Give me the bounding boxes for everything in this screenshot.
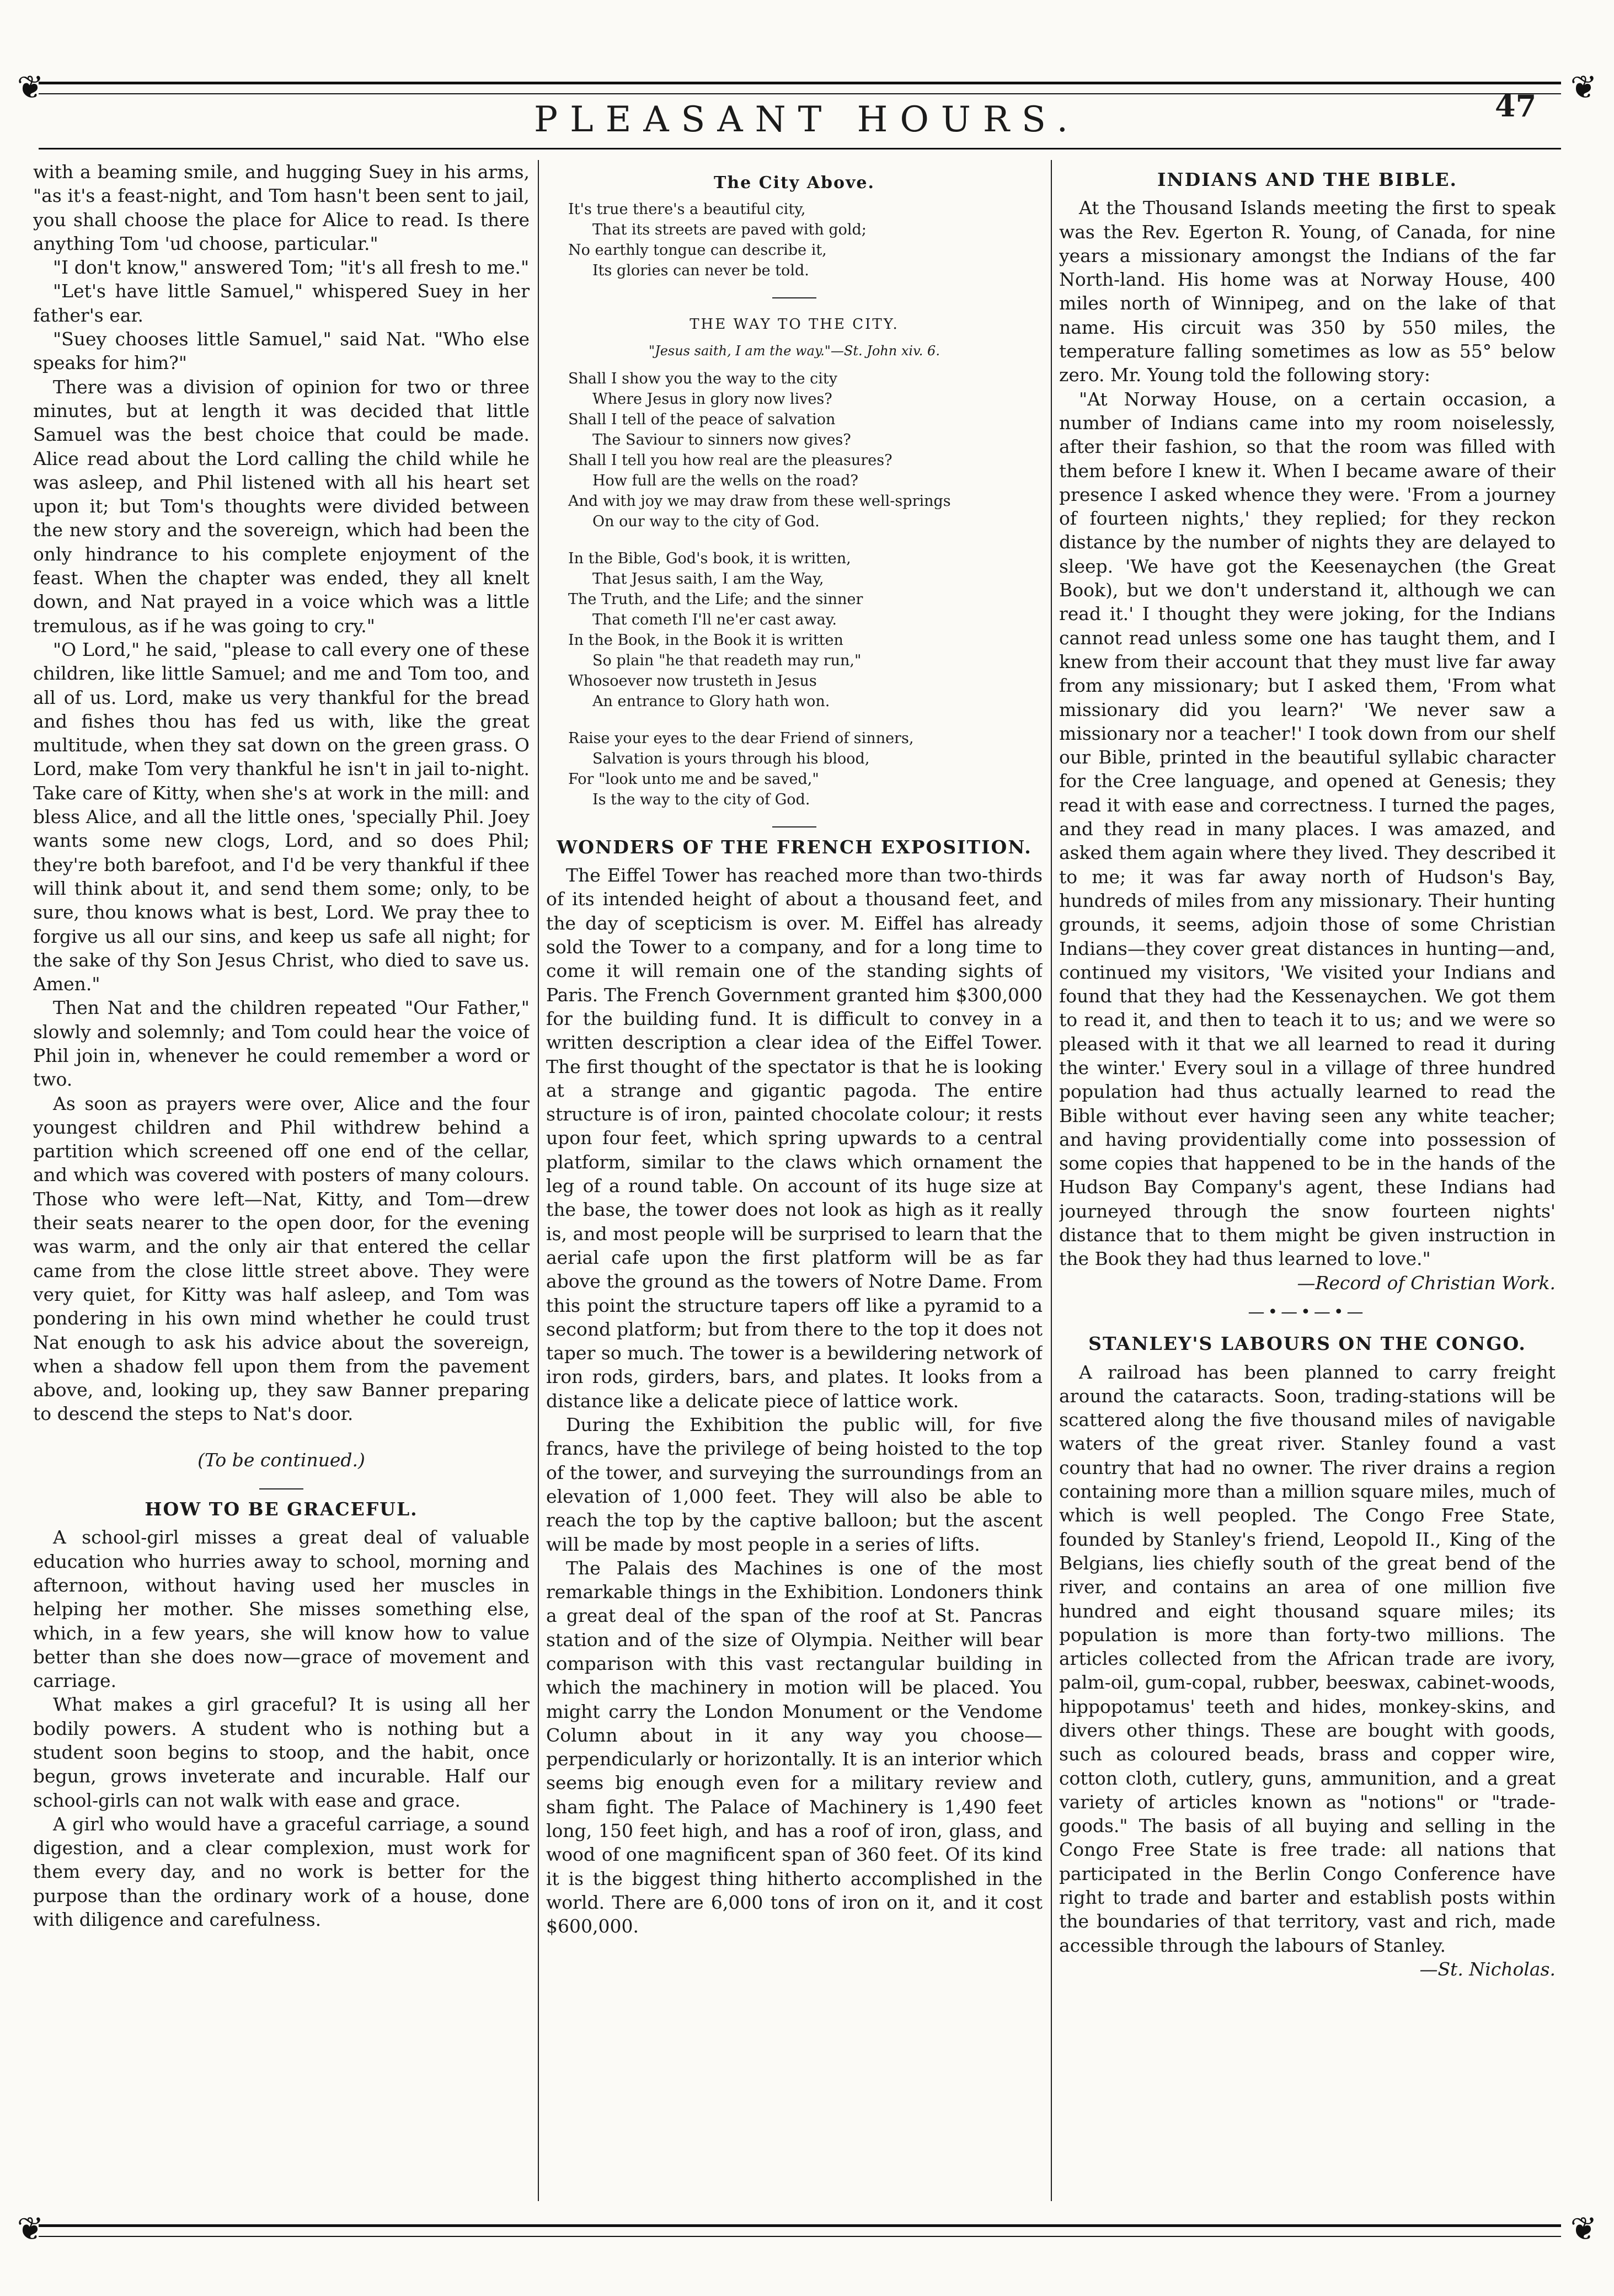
poem-line: Is the way to the city of God.	[592, 791, 810, 808]
story-paragraph: As soon as prayers were over, Alice and the four youngest children and Phil withdrew behind a partition which screened off one end of the cellar, and which was covered with posters of many colours. Those who were left—Nat, Kitty, and Tom—drew their seats nearer to the open door, for the evening was warm, and the only air that entered the cellar came from the close little street above. They were very quiet, for Kitty was half asleep, and Tom was pondering in his own mind whether he could trust Nat enough to ask his advice about the sovereign, when a shadow fell upon them from the pavement above, and, looking up, they saw Banner preparing to descend the steps to Nat's door.	[33, 1092, 530, 1425]
poem-stanza	[568, 548, 1043, 712]
column-right	[1059, 160, 1556, 2201]
poem-line: Whosoever now trusteth in Jesus	[568, 672, 817, 690]
article-paragraph: What makes a girl graceful? It is using all her bodily powers. A student who is nothing but a student soon begins to stoop, and the habit, once begun, grows inveterate and incurable. Half our school-girls can not walk with ease and grace.	[33, 1694, 530, 1811]
poem-line: So plain "he that readeth may run,"	[592, 652, 862, 669]
to-be-continued: (To be continued.)	[197, 1449, 365, 1471]
poem-line: An entrance to Glory hath won.	[592, 692, 830, 710]
poem-line: In the Bible, God's book, it is written,	[568, 549, 851, 567]
ornament-icon: ❦	[1570, 68, 1597, 106]
story-paragraph: "Suey chooses little Samuel," said Nat. "Who else speaks for him?"	[33, 328, 530, 374]
poem-line: How full are the wells on the road?	[592, 472, 858, 489]
poem-line: In the Book, in the Book it is written	[568, 631, 843, 649]
poem-line: And with joy we may draw from these well-springs	[568, 492, 951, 510]
attribution: —St. Nicholas.	[1419, 1958, 1556, 1980]
story-paragraph: with a beaming smile, and hugging Suey in his arms, "as it's a feast-night, and Tom hasn't been sent to jail, you shall choose the place for Alice to read. Is there anything Tom 'ud choose, particular."	[33, 161, 530, 254]
ornament-icon: ❦	[17, 2210, 44, 2247]
poem-line: That Jesus saith, I am the Way,	[592, 570, 824, 588]
poem-line: That its streets are paved with gold;	[592, 221, 867, 239]
article-title-graceful: HOW TO BE GRACEFUL.	[145, 1498, 418, 1520]
divider: —•—•—•—	[1248, 1302, 1367, 1322]
bottom-double-rule	[39, 2224, 1561, 2237]
poem-line: The Saviour to sinners now gives?	[592, 431, 851, 448]
poem-epigraph: "Jesus saith, I am the way."—St. John xiv. 6.	[649, 343, 940, 359]
poem-stanza	[568, 369, 1043, 532]
column-rule	[1051, 160, 1052, 2201]
attribution: —Record of Christian Work.	[1297, 1272, 1556, 1294]
story-paragraph: "O Lord," he said, "please to call every one of these children, like little Samuel; and me and Tom too, and all of us. Lord, make us very thankful for the bread and fishes thou has fed us with, like the great multitude, when they sat down on the green grass. O Lord, make Tom very thankful he isn't in jail to-night. Take care of Kitty, when she's at work in the mill: and bless Alice, and all the little ones, 'specially Phil. Joey wants some new clogs, Lord, and so does Phil; they're both barefoot, and I'd be very thankful if thee will think about it, and send them some; only, to be sure, thou knows what is best, Lord. We pray thee to forgive us all our sins, and keep us safe all night; for the sake of thy Son Jesus Christ, who died to save us. Amen."	[33, 638, 530, 995]
top-double-rule	[39, 82, 1561, 94]
article-paragraph: At the Thousand Islands meeting the first to speak was the Rev. Egerton R. Young, of Canada, for nine years a missionary amongst the Indians of the far North-land. His home was at Norway House, 400 miles north of Winnipeg, and on the lake of that name. His circuit was 350 by 550 miles, the temperature falling sometimes as low as 55° below zero. Mr. Young told the following story:	[1059, 197, 1556, 386]
article-title-stanley: STANLEY'S LABOURS ON THE CONGO.	[1088, 1333, 1526, 1355]
article-paragraph: A railroad has been planned to carry freight around the cataracts. Soon, trading-stations will be scattered along the five thousand miles of navigable waters of the great river. Stanley found a vast country that had no owner. The river drains a region containing more than a million square miles, much of which is well peopled. The Congo Free State, founded by Stanley's friend, Leopold II., King of the Belgians, lies chiefly south of the great bend of the river, and contains an area of one million five hundred and eight thousand square miles; its population is more than forty-two millions. The articles collected from the African trade are ivory, palm-oil, gum-copal, rubber, beeswax, cabinet-woods, hippopotamus' teeth and hides, monkey-skins, and divers other things. These are bought with goods, such as coloured beads, brass and copper wire, cotton cloth, cutlery, guns, ammunition, and a great variety of articles known as "notions" or "trade-goods." The basis of all buying and selling in the Congo Free State is free trade: all nations that participated in the Berlin Congo Conference have right to trade and barter and establish posts within the boundaries of that territory, vast and rich, made accessible through the labours of Stanley.	[1059, 1361, 1556, 1956]
ornament-icon: ❦	[17, 68, 44, 106]
divider	[772, 297, 816, 298]
article-paragraph: During the Exhibition the public will, for five francs, have the privilege of being hoisted to the top of the tower, and surveying the surroundings from an elevation of 1,000 feet. They will also be able to reach the top by the captive balloon; but the ascent will be made by most people in a series of lifts.	[546, 1414, 1043, 1555]
poem-line: Shall I tell you how real are the pleasures?	[568, 451, 892, 469]
poem-line: Raise your eyes to the dear Friend of sinners,	[568, 729, 914, 747]
poem-line: No earthly tongue can describe it,	[568, 242, 827, 259]
poem-line: For "look unto me and be saved,"	[568, 770, 819, 788]
article-title-indians: INDIANS AND THE BIBLE.	[1157, 169, 1458, 190]
story-paragraph: There was a division of opinion for two or three minutes, but at length it was decided that little Samuel was the best choice that could be made. Alice read about the Lord calling the child while he was asleep, and Phil listened with all his heart set upon it; but Tom's thoughts were divided between the new story and the sovereign, which had been the only hindrance to his complete enjoyment of the feast. When the chapter was ended, they all knelt down, and Nat prayed in a voice which was a little tremulous, as if he was going to cry."	[33, 376, 530, 637]
article-paragraph: "At Norway House, on a certain occasion, a number of Indians came into my room noiselessly, after their fashion, so that the room was filled with them before I knew it. When I became aware of their presence I asked whence they were. 'From a journey of fourteen nights,' they replied; for they reckon distance by the number of nights they are delayed to sleep. 'We have got the Keesenaychen (the Great Book), but we don't understand it, although we can read it.' I thought they were joking, for the Indians cannot read unless some one has taught them, and I knew from their account that they must live far away from any missionary; but I asked them, 'From what missionary did you learn?' 'We never saw a missionary nor a teacher!' I took down from our shelf our Bible, printed in the beautiful syllabic character for the Cree language, and opened at Genesis; they read it with ease and correctness. I turned the pages, and they read in many places. I was amazed, and asked them again where they lived. They described it to me; it was far away north of Hudson's Bay, hundreds of miles from any missionary. Their hunting grounds, it seems, adjoin those of some Christian Indians—they cover great distances in hunting—and, continued my visitors, 'We visited your Indians and found that they had the Kessenaychen. We got them to read it, and then to teach it to us; and we were so pleased with it that we all learned to read it during the winter.' Every soul in a village of three hundred population had thus actually learned to read the Bible without ever having seen any white teacher; and having providentially come into possession of some copies that happened to be in the hands of the Hudson Bay Company's agent, these Indians had journeyed through the snow fourteen nights' distance that to them might be given instruction in the Book they had thus learned to love."	[1059, 388, 1556, 1270]
poem-title-way-to-city: THE WAY TO THE CITY.	[690, 316, 899, 333]
story-paragraph: "Let's have little Samuel," whispered Suey in her father's ear.	[33, 280, 530, 326]
poem-title-city-above: The City Above.	[714, 173, 875, 193]
divider	[772, 826, 816, 827]
page-number: 47	[1495, 88, 1537, 124]
column-middle	[546, 160, 1043, 2201]
poem-line: Salvation is yours through his blood,	[592, 750, 870, 767]
divider	[259, 1488, 303, 1489]
ornament-icon: ❦	[1570, 2210, 1597, 2247]
story-paragraph: "I don't know," answered Tom; "it's all fresh to me."	[53, 257, 530, 279]
story-paragraph: Then Nat and the children repeated "Our Father," slowly and solemnly; and Tom could hear the voice of Phil join in, whenever he could remember a word or two.	[33, 997, 530, 1091]
poem-line: On our way to the city of God.	[592, 512, 820, 530]
poem-line: Where Jesus in glory now lives?	[592, 390, 832, 408]
column-left	[33, 160, 530, 2201]
poem-line: Shall I tell of the peace of salvation	[568, 410, 836, 428]
article-paragraph: The Eiffel Tower has reached more than two-thirds of its intended height of about a thousand feet, and the day of scepticism is over. M. Eiffel has already sold the Tower to a company, and for a long time to come it will remain one of the standing sights of Paris. The French Government granted him $300,000 for the building fund. It is difficult to convey in a written description a clear idea of the Eiffel Tower. The first thought of the spectator is that he is looking at a strange and gigantic pagoda. The entire structure is of iron, painted chocolate colour; it rests upon four feet, which spring upwards to a central platform, similar to the claws which ornament the leg of a round table. On account of its huge size at the base, the tower does not look as high as it really is, and most people will be surprised to learn that the aerial cafe upon the first platform will be as far above the ground as the towers of Notre Dame. From this point the structure tapers off like a pyramid to a second platform; but from there to the top it does not taper so much. The tower is a bewildering network of iron rods, girders, bars, and plates. It looks from a distance like a delicate piece of lattice work.	[546, 864, 1043, 1412]
article-paragraph: A girl who would have a graceful carriage, a sound digestion, and a clear complexion, must work for them every day, and no work is better for the purpose than the ordinary work of a house, done with diligence and carefulness.	[33, 1813, 530, 1931]
article-paragraph: A school-girl misses a great deal of valuable education who hurries away to school, morning and afternoon, without having used her muscles in helping her mother. She misses something else, which, in a few years, she will know how to value better than she does now—grace of movement and carriage.	[33, 1526, 530, 1692]
poem-line: The Truth, and the Life; and the sinner	[568, 590, 863, 608]
column-rule	[538, 160, 539, 2201]
poem-line: Shall I show you the way to the city	[568, 370, 837, 387]
poem-city-above	[568, 199, 1043, 281]
article-title-exposition: WONDERS OF THE FRENCH EXPOSITION.	[557, 836, 1032, 858]
poem-line: It's true there's a beautiful city,	[568, 201, 806, 218]
poem-line: That cometh I'll ne'er cast away.	[592, 611, 837, 628]
article-paragraph: The Palais des Machines is one of the most remarkable things in the Exhibition. Londoners think a great deal of the span of the roof at St. Pancras station and of the size of Olympia. Neither will bear comparison with this vast rectangular building in which the machinery in motion will be placed. You might carry the London Monument or the Vendome Column about in it any way you choose—perpendicularly or horizontally. It is an interior which seems big enough even for a military review and sham fight. The Palace of Machinery is 1,490 feet long, 150 feet high, and has a roof of iron, glass, and wood of one magnificent span of 360 feet. Of its kind it is the biggest thing hitherto accomplished in the world. There are 6,000 tons of iron on it, and it cost $600,000.	[546, 1557, 1043, 1937]
masthead-title: PLEASANT HOURS.	[534, 99, 1080, 140]
poem-line: Its glories can never be told.	[592, 262, 809, 280]
header-rule	[39, 148, 1561, 149]
poem-stanza	[568, 728, 1043, 810]
